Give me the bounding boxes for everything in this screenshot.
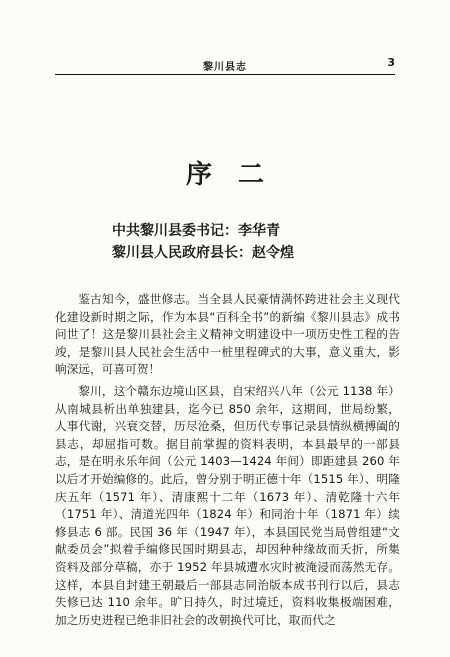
running-header	[55, 58, 395, 72]
paragraph: 黎川，这个赣东边境山区县，自宋绍兴八年（公元 1138 年）从南城县析出单独建县，迄今已 850 余年，这期间，世局纷繁，人事代谢，兴衰交替，历尽沧桑，但历代专事记录县情纵横搏阖的县志，却屈指可数。据目前掌握的资料表明，本县最早的一部县志，是在明永乐年间（公元 1403—1424 年间）即距建县 260 年以后才开始编修的。此后，曾分别于明正德十年（1515 年）、明隆庆五年（1571 年）、清康熙十二年（1673 年）、清乾隆十六年（1751 年）、清道光四年（1824 年）和同治十年（1871 年）续修县志 6 部。民国 36 年（1947 年），本县国民党当局曾组建“文献委员会”拟着手编修民国时期县志，却因种种缘故而夭折，所集资料及部分草稿，亦于 1952 年县城遭水灾时被淹浸而荡然无存。这样，本县自封建王朝最后一部县志同治版本成书刊行以后，县志失修已达 110 余年。旷日持久，时过境迁，资料收集极端困难，加之历史进程已绝非旧社会的改朝换代可比，取而代之	[55, 383, 400, 627]
chapter-title-part2: 二	[238, 160, 265, 190]
signatory-county-head: 黎川县人民政府县长：赵令煌	[112, 245, 294, 261]
running-title: 黎川县志	[203, 62, 247, 73]
signatories	[112, 220, 372, 264]
header-rule	[55, 74, 395, 75]
paragraph: 鉴古知今，盛世修志。当全县人民豪情满怀跨进社会主义现代化建设新时期之际，作为本县“百科全书”的新编《黎川县志》成书问世了！这是黎川县社会主义精神文明建设中一项历史性工程的告竣，是黎川县人民社会生活中一桩里程碑式的大事，意义重大，影响深远，可喜可贺！	[55, 292, 400, 377]
chapter-title	[0, 154, 450, 191]
chapter-title-part1: 序	[185, 160, 212, 190]
body-text	[55, 291, 400, 633]
page-number: 3	[387, 56, 395, 69]
signatory-party-secretary: 中共黎川县委书记：李华青	[112, 223, 280, 239]
